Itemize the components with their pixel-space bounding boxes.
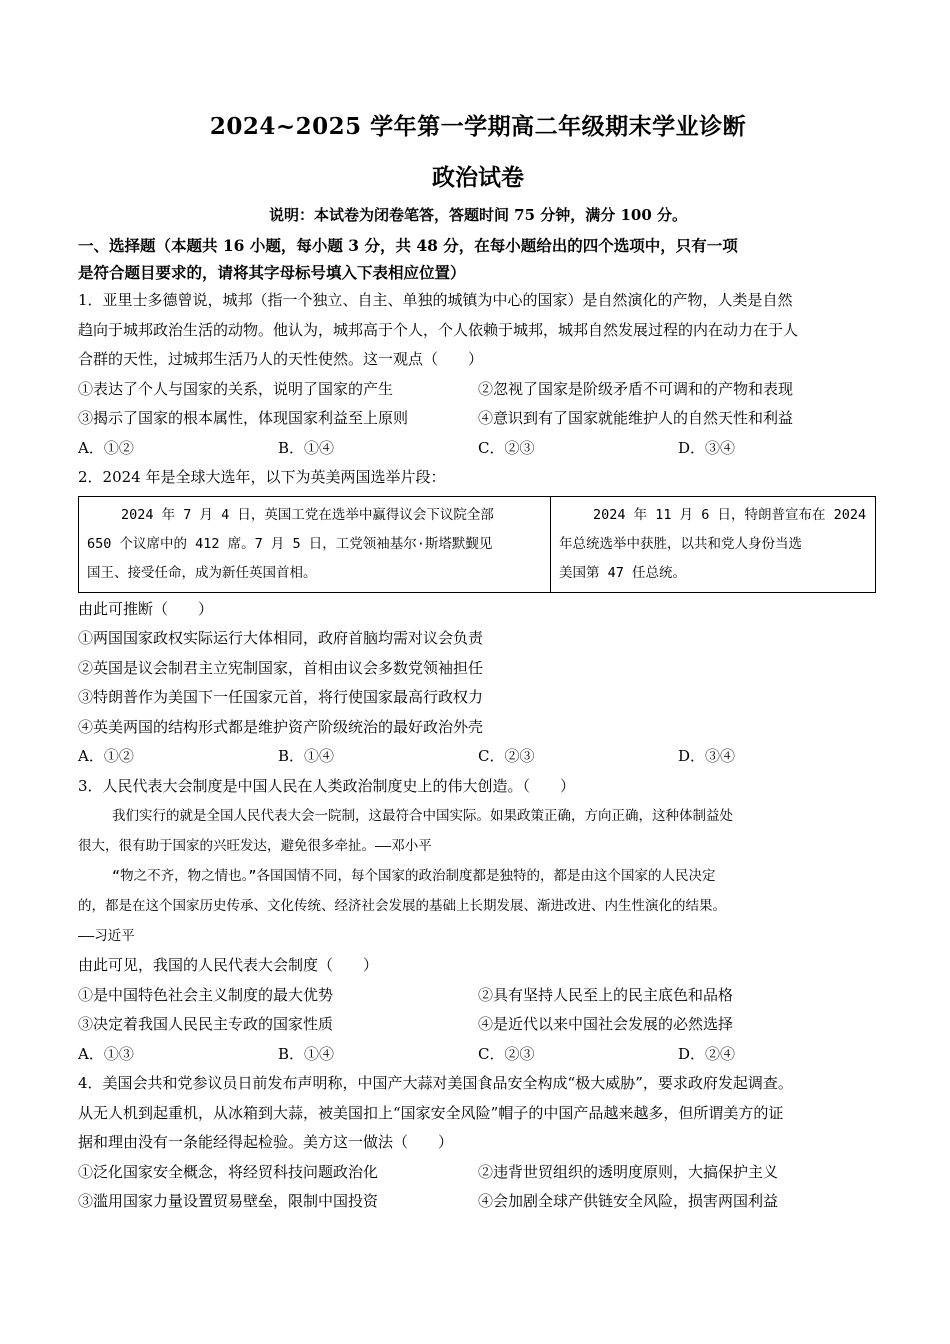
answer-a: A．①③ <box>78 1044 134 1063</box>
quote-deng-line: 很大，很有助于国家的兴旺发达，避免很多牵扯。——邓小平 <box>78 838 432 854</box>
question-text-line: 合群的天性，过城邦生活乃人的天性使然。这一观点（ ） <box>78 350 484 368</box>
quote-xi-attribution: ——习近平 <box>78 928 135 944</box>
option-3: ③滥用国家力量设置贸易壁垒，限制中国投资 <box>78 1192 379 1210</box>
cell-line: 国王、接受任命，成为新任英国首相。 <box>87 564 317 581</box>
uk-election-cell <box>79 496 551 592</box>
quote-xi-line: 的，都是在这个国家历史传承、文化传统、经济社会发展的基础上长期发展、渐进改进、内生性演化的结果。 <box>78 898 726 914</box>
us-election-cell <box>551 496 876 592</box>
question-2 <box>78 463 878 772</box>
quote-xi-line: “物之不齐，物之情也。”各国国情不同，每个国家的政治制度都是独特的，都是由这个国家的人民决定 <box>112 868 716 884</box>
section-heading-line2: 是符合题目要求的，请将其字母标号填入下表相应位置） <box>78 263 466 282</box>
option-3: ③决定着我国人民民主专政的国家性质 <box>78 1015 334 1033</box>
answer-choices <box>78 434 878 464</box>
subject-title: 政治试卷 <box>432 164 524 191</box>
answer-d: D．③④ <box>678 438 736 457</box>
option-4: ④意识到有了国家就能维护人的自然天性和利益 <box>478 409 794 427</box>
cell-line: 2024 年 7 月 4 日，英国工党在选举中赢得议会下议院全部 <box>121 506 494 523</box>
option-1: ①是中国特色社会主义制度的最大优势 <box>78 985 334 1004</box>
question-4 <box>78 1069 878 1217</box>
option-row <box>78 1010 878 1040</box>
answer-b: B．①④ <box>278 1044 335 1063</box>
election-comparison-table <box>78 496 876 593</box>
question-stem: 2．2024 年是全球大选年，以下为英美两国选举片段： <box>78 468 446 486</box>
option-1: ①两国国家政权实际运行大体相同，政府首脑均需对议会负责 <box>78 629 484 647</box>
option-2: ②违背世贸组织的透明度原则，大搞保护主义 <box>478 1162 779 1181</box>
question-3 <box>78 772 878 1070</box>
exam-title: 2024~2025 学年第一学期高二年级期末学业诊断 <box>209 113 747 140</box>
option-2: ②具有坚持人民至上的民主底色和品格 <box>478 985 734 1004</box>
answer-c: C．②③ <box>478 747 535 765</box>
exam-instructions: 说明：本试卷为闭卷笔答，答题时间 75 分钟，满分 100 分。 <box>268 206 688 224</box>
answer-a: A．①② <box>78 747 134 765</box>
option-4: ④英美两国的结构形式都是维护资产阶级统治的最好政治外壳 <box>78 717 484 736</box>
option-row <box>78 404 878 434</box>
answer-choices <box>78 742 878 772</box>
answer-a: A．①② <box>78 438 134 457</box>
answer-choices <box>78 1040 878 1070</box>
option-row <box>78 1187 878 1217</box>
cell-line: 2024 年 11 月 6 日，特朗普宣布在 2024 <box>593 506 867 523</box>
question-text-line: 趋向于城邦政治生活的动物。他认为，城邦高于个人，个人依赖于城邦，城邦自然发展过程的内在动力在于人 <box>78 320 799 339</box>
cell-line: 美国第 47 任总统。 <box>559 564 687 581</box>
question-1 <box>78 286 878 463</box>
quote-deng-line: 我们实行的就是全国人民代表大会一院制，这最符合中国实际。如果政策正确，方向正确，这种体制益处 <box>112 808 733 824</box>
question-text-line: 1．亚里士多德曾说，城邦（指一个独立、自主、单独的城镇为中心的国家）是自然演化的产物，人类是自然 <box>78 291 793 309</box>
answer-c: C．②③ <box>478 1044 535 1063</box>
option-4: ④会加剧全球产供链安全风险，损害两国利益 <box>478 1192 779 1210</box>
cell-line: 650 个议席中的 412 席。7 月 5 日，工党领袖基尔·斯塔默觐见 <box>87 535 493 552</box>
answer-c: C．②③ <box>478 438 535 457</box>
cell-line: 年总统选举中获胜，以共和党人身份当选 <box>559 535 802 552</box>
option-4: ④是近代以来中国社会发展的必然选择 <box>478 1015 734 1033</box>
question-text-line: 4．美国会共和党参议员日前发布声明称，中国产大蒜对美国食品安全构成“极大威胁”，要求政府发起调查。 <box>78 1074 793 1092</box>
option-2: ②忽视了国家是阶级矛盾不可调和的产物和表现 <box>478 379 794 398</box>
option-row <box>78 981 878 1011</box>
question-prompt: 由此可见，我国的人民代表大会制度（ ） <box>78 956 379 974</box>
exam-page <box>78 108 878 1217</box>
answer-d: D．③④ <box>678 747 736 765</box>
question-text-line: 据和理由没有一条能经得起检验。美方这一做法（ ） <box>78 1133 454 1151</box>
answer-b: B．①④ <box>278 747 335 765</box>
option-row <box>78 375 878 405</box>
option-1: ①表达了个人与国家的关系，说明了国家的产生 <box>78 379 394 398</box>
option-2: ②英国是议会制君主立宪制国家，首相由议会多数党领袖担任 <box>78 658 484 677</box>
answer-b: B．①④ <box>278 438 335 457</box>
question-stem: 3．人民代表大会制度是中国人民在人类政治制度史上的伟大创造。（ ） <box>78 776 576 795</box>
answer-d: D．②④ <box>678 1044 736 1063</box>
option-1: ①泛化国家安全概念，将经贸科技问题政治化 <box>78 1162 379 1181</box>
option-row <box>78 1158 878 1188</box>
question-prompt: 由此可推断（ ） <box>78 599 214 618</box>
option-3: ③揭示了国家的根本属性，体现国家利益至上原则 <box>78 409 409 427</box>
section-heading-line1: 一、选择题（本题共 16 小题，每小题 3 分，共 48 分，在每小题给出的四个选项中，只有一项 <box>78 236 738 255</box>
option-3: ③特朗普作为美国下一任国家元首，将行使国家最高行政权力 <box>78 688 484 706</box>
question-text-line: 从无人机到起重机，从冰箱到大蒜，被美国扣上“国家安全风险”帽子的中国产品越来越多，但所谓美方的证 <box>78 1103 784 1122</box>
